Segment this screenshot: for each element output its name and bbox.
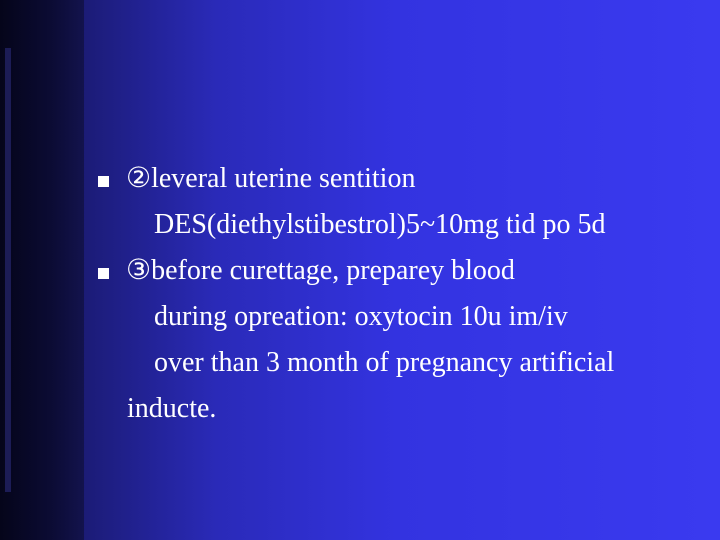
bullet-item-1 — [98, 156, 708, 202]
decorative-square-column — [4, 48, 20, 492]
bullet-2-detail-3: inducte. — [127, 393, 217, 424]
bullet-2-text: ③before curettage, preparey blood — [126, 255, 515, 286]
bullet-2-detail-1: during opreation: oxytocin 10u im/iv — [154, 301, 568, 332]
bullet-1-detail: DES(diethylstibestrol)5~10mg tid po 5d — [154, 209, 606, 240]
square-bullet-icon — [98, 176, 109, 187]
bullet-2-detail-2: over than 3 month of pregnancy artificial — [154, 347, 615, 378]
left-dark-strip — [0, 0, 84, 540]
bullet-item-2 — [98, 248, 708, 294]
slide-content — [98, 156, 708, 432]
bullet-1-text: ②leveral uterine sentition — [126, 163, 416, 194]
bullet-2-detail-line-3 — [98, 386, 708, 432]
bullet-1-detail-line — [98, 202, 708, 248]
bullet-2-detail-line-2 — [98, 340, 708, 386]
square-bullet-icon — [98, 268, 109, 279]
bullet-2-detail-line-1 — [98, 294, 708, 340]
